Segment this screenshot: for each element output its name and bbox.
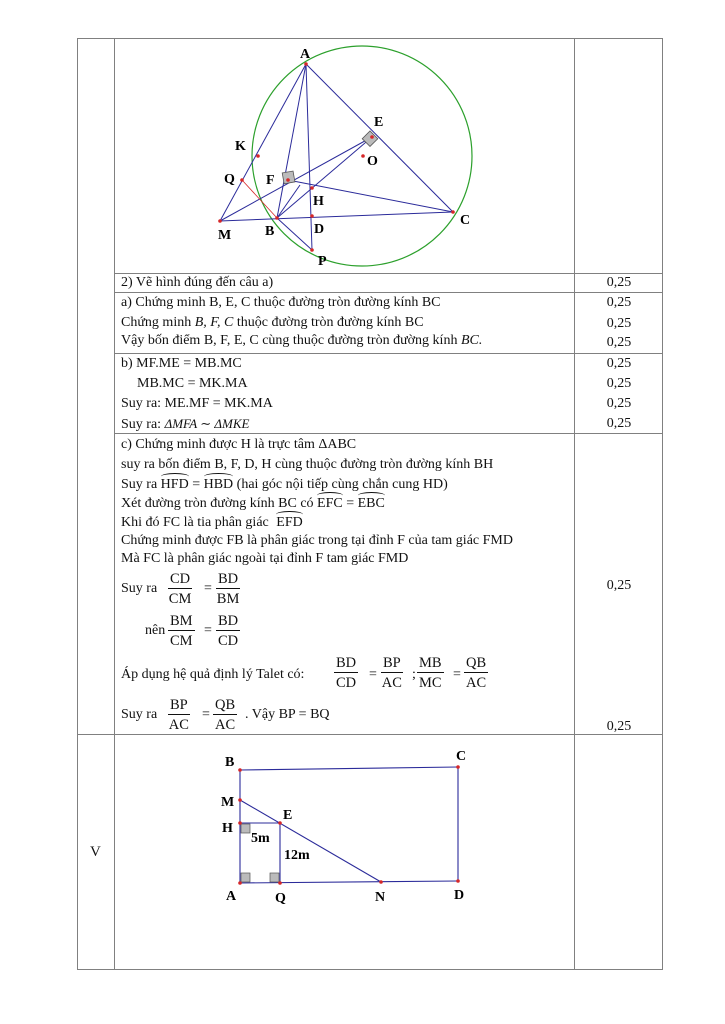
label-Q: Q <box>224 172 235 187</box>
label-D: D <box>454 888 465 903</box>
table-border-bottom <box>77 969 663 970</box>
row2-score2: 0,25 <box>606 316 632 331</box>
label-N: N <box>375 890 386 905</box>
fraction-mb-mc: $\frac{MB}{MC}$ <box>419 655 442 691</box>
label-D: D <box>314 222 325 237</box>
label-B: B <box>225 755 235 770</box>
fraction-bp-ac-2: $\frac{BP}{AC}$ <box>168 697 189 733</box>
row4-line1: c) Chứng minh được H là trực tâm ΔABC <box>121 437 357 452</box>
row2-score1: 0,25 <box>606 295 632 310</box>
dim-he: 5m <box>251 831 270 846</box>
fraction-bd-bm: $\frac{BD}{BM}$ <box>216 571 240 607</box>
equals-sign: = <box>202 707 210 722</box>
row4-line7: Mà FC là phân giác ngoài tại đỉnh F tam giác FMD <box>121 551 409 566</box>
row1-line1: 2) Vẽ hình đúng đến câu a) <box>121 275 274 290</box>
row3-line3: Suy ra: ME.MF = MK.MA <box>121 396 273 411</box>
table-border-left <box>77 38 78 970</box>
row2-score3: 0,25 <box>606 335 632 350</box>
geometry-figure-circle <box>115 39 573 273</box>
equals-sign: = <box>369 667 377 682</box>
label-A: A <box>226 889 237 904</box>
label-P: P <box>318 254 327 269</box>
label-B: B <box>265 224 275 239</box>
label-A: A <box>300 47 311 62</box>
row2-line1: a) Chứng minh B, E, C thuộc đường tròn đường kính BC <box>121 295 441 310</box>
label-O: O <box>367 154 378 169</box>
row3-score2: 0,25 <box>606 376 632 391</box>
nen-label: nên <box>145 623 166 638</box>
row4-score1: 0,25 <box>606 578 632 593</box>
equals-sign: = <box>204 623 212 638</box>
equals-sign: = <box>453 667 461 682</box>
label-M: M <box>221 795 235 810</box>
row3-line2: MB.MC = MK.MA <box>137 376 248 391</box>
row4-line5: Khi đó FC là tia phân giác EFD <box>121 515 303 530</box>
fraction-bp-ac: $\frac{BP}{AC}$ <box>381 655 402 691</box>
row4-line3: Suy ra HFD = HBD (hai góc nội tiếp cùng chắn cung HD) <box>121 477 448 492</box>
row4-line2: suy ra bốn điểm B, F, D, H cùng thuộc đường tròn đường kính BH <box>121 457 494 472</box>
suyra-2: Suy ra <box>121 707 158 722</box>
row4-score2: 0,25 <box>606 719 632 734</box>
row-divider <box>114 292 663 293</box>
section-label: V <box>90 844 101 860</box>
label-Q: Q <box>275 891 286 906</box>
conclusion: . Vậy BP = BQ <box>245 707 330 722</box>
label-E: E <box>283 808 293 823</box>
table-divider-2 <box>574 38 575 970</box>
label-C: C <box>456 749 467 764</box>
row3-score4: 0,25 <box>606 416 632 431</box>
label-H: H <box>313 194 324 209</box>
fraction-qb-ac-2: $\frac{QB}{AC}$ <box>215 697 236 733</box>
semicolon: ; <box>412 667 416 682</box>
row3-line4: Suy ra: ΔMFA ∼ ΔMKE <box>121 416 250 432</box>
geometry-figure-rectangle <box>115 735 573 968</box>
label-K: K <box>235 139 246 154</box>
label-C: C <box>460 213 471 228</box>
row3-line1: b) MF.ME = MB.MC <box>121 356 242 371</box>
table-border-right <box>662 38 663 970</box>
row3-score3: 0,25 <box>606 396 632 411</box>
row2-line3: Vậy bốn điểm B, F, E, C cùng thuộc đường tròn đường kính BC. <box>121 333 483 348</box>
row4-line4: Xét đường tròn đường kính BC có EFC = EBC <box>121 496 385 511</box>
label-F: F <box>266 173 275 188</box>
fraction-bd-cd-2: $\frac{BD}{CD}$ <box>336 655 357 691</box>
label-E: E <box>374 115 384 130</box>
suyra-1: Suy ra <box>121 581 158 596</box>
fraction-bd-cd: $\frac{BD}{CD}$ <box>218 613 239 649</box>
dim-eq: 12m <box>284 848 310 863</box>
row2-line2: Chứng minh B, F, C thuộc đường tròn đường kính BC <box>121 315 424 330</box>
row3-score1: 0,25 <box>606 356 632 371</box>
row-divider <box>114 353 663 354</box>
row1-score1: 0,25 <box>606 275 632 290</box>
label-H: H <box>222 821 233 836</box>
fraction-cd-cm: $\frac{CD}{CM}$ <box>168 571 192 607</box>
equals-sign: = <box>204 581 212 596</box>
talet-label: Áp dụng hệ quả định lý Talet có: <box>121 667 305 682</box>
fraction-bm-cm: $\frac{BM}{CM}$ <box>170 613 193 649</box>
row4-line6: Chứng minh được FB là phân giác trong tại đỉnh F của tam giác FMD <box>121 533 513 548</box>
label-M: M <box>218 228 232 243</box>
fraction-qb-ac: $\frac{QB}{AC}$ <box>466 655 487 691</box>
